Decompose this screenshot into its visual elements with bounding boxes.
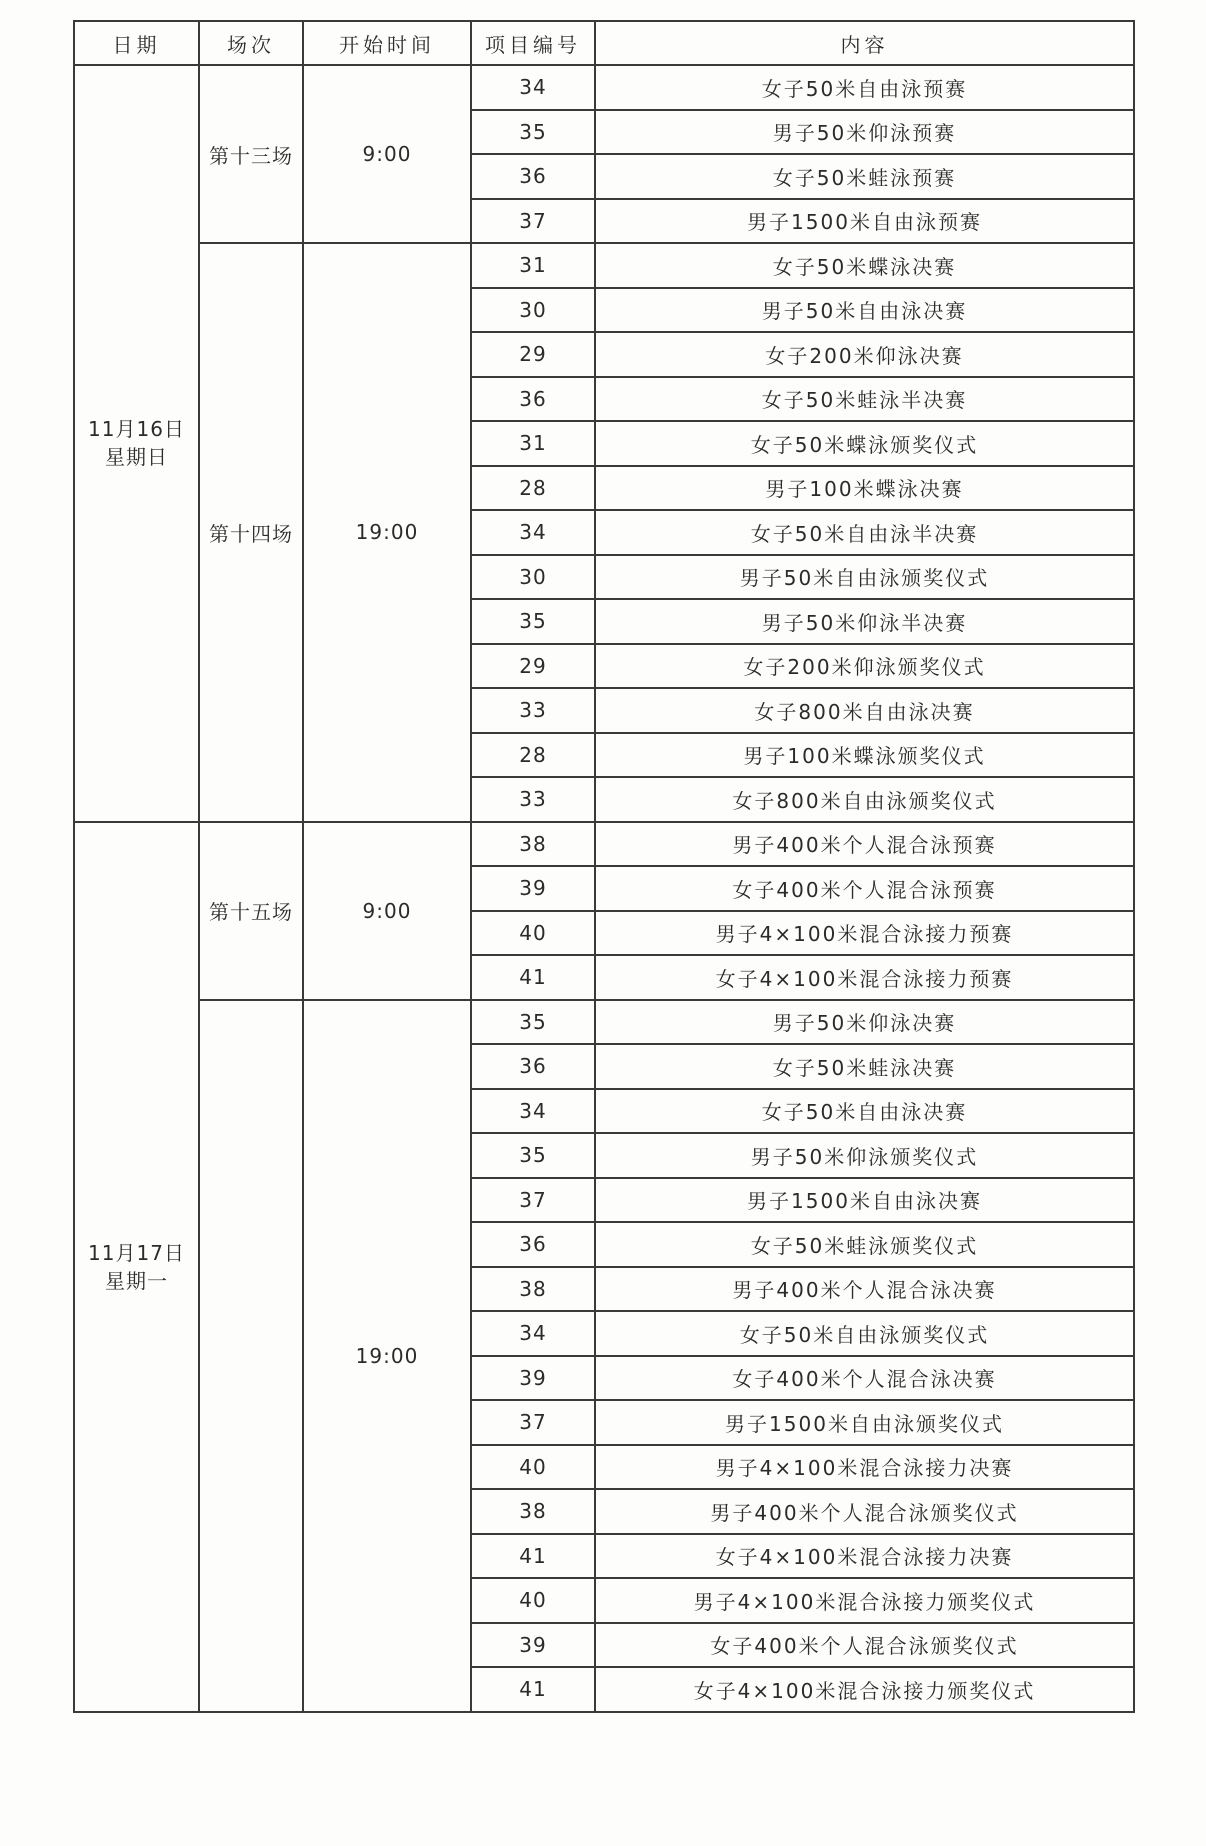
event-content-cell: 女子50米蛙泳半决赛: [595, 377, 1134, 422]
event-number-cell: 39: [471, 1623, 595, 1668]
date-cell: [74, 65, 199, 822]
date-label: 11月16日: [88, 417, 185, 442]
event-content-cell: 女子400米个人混合泳颁奖仪式: [595, 1623, 1134, 1668]
event-content-cell: 男子4×100米混合泳接力决赛: [595, 1445, 1134, 1490]
session-cell: 第十五场: [199, 822, 303, 1000]
event-content-cell: 男子1500米自由泳颁奖仪式: [595, 1400, 1134, 1445]
schedule-table: [73, 20, 1135, 1713]
event-number-cell: 39: [471, 866, 595, 911]
event-number-cell: 33: [471, 777, 595, 822]
event-number-cell: 36: [471, 1222, 595, 1267]
header-row: [74, 21, 1134, 65]
event-content-cell: 男子1500米自由泳决赛: [595, 1178, 1134, 1223]
event-content-cell: 女子50米自由泳颁奖仪式: [595, 1311, 1134, 1356]
table-row: [74, 822, 1134, 867]
event-content-cell: 男子50米自由泳颁奖仪式: [595, 555, 1134, 600]
date-cell: [74, 822, 199, 1712]
event-number-cell: 41: [471, 1534, 595, 1579]
event-number-cell: 31: [471, 243, 595, 288]
start-time-cell: 19:00: [303, 243, 471, 822]
event-content-cell: 男子1500米自由泳预赛: [595, 199, 1134, 244]
event-content-cell: 女子4×100米混合泳接力预赛: [595, 955, 1134, 1000]
event-content-cell: 女子50米蝶泳决赛: [595, 243, 1134, 288]
event-number-cell: 35: [471, 110, 595, 155]
start-time-cell: 9:00: [303, 65, 471, 243]
weekday-label: 星期日: [105, 445, 168, 470]
start-time-cell: 9:00: [303, 822, 471, 1000]
event-content-cell: 女子50米蛙泳颁奖仪式: [595, 1222, 1134, 1267]
header-start-time: 开始时间: [303, 21, 471, 65]
event-number-cell: 28: [471, 733, 595, 778]
event-number-cell: 35: [471, 599, 595, 644]
event-content-cell: 男子50米仰泳决赛: [595, 1000, 1134, 1045]
session-cell: [199, 1000, 303, 1712]
event-number-cell: 36: [471, 154, 595, 199]
event-content-cell: 男子50米仰泳颁奖仪式: [595, 1133, 1134, 1178]
event-number-cell: 35: [471, 1000, 595, 1045]
event-number-cell: 40: [471, 1445, 595, 1490]
event-content-cell: 女子50米蝶泳颁奖仪式: [595, 421, 1134, 466]
event-number-cell: 41: [471, 1667, 595, 1712]
event-content-cell: 男子50米仰泳半决赛: [595, 599, 1134, 644]
table-row: [74, 243, 1134, 288]
event-number-cell: 41: [471, 955, 595, 1000]
event-number-cell: 34: [471, 1089, 595, 1134]
event-number-cell: 38: [471, 822, 595, 867]
event-number-cell: 30: [471, 555, 595, 600]
event-content-cell: 女子800米自由泳决赛: [595, 688, 1134, 733]
event-content-cell: 女子50米自由泳决赛: [595, 1089, 1134, 1134]
event-number-cell: 37: [471, 199, 595, 244]
event-number-cell: 36: [471, 1044, 595, 1089]
event-content-cell: 女子200米仰泳决赛: [595, 332, 1134, 377]
event-number-cell: 39: [471, 1356, 595, 1401]
event-number-cell: 40: [471, 911, 595, 956]
start-time-cell: 19:00: [303, 1000, 471, 1712]
event-content-cell: 男子50米仰泳预赛: [595, 110, 1134, 155]
event-number-cell: 37: [471, 1400, 595, 1445]
event-content-cell: 女子400米个人混合泳决赛: [595, 1356, 1134, 1401]
event-number-cell: 34: [471, 510, 595, 555]
event-number-cell: 30: [471, 288, 595, 333]
date-label: 11月17日: [88, 1240, 185, 1265]
event-number-cell: 36: [471, 377, 595, 422]
event-content-cell: 男子4×100米混合泳接力颁奖仪式: [595, 1578, 1134, 1623]
header-date: 日期: [74, 21, 199, 65]
event-content-cell: 女子50米自由泳半决赛: [595, 510, 1134, 555]
header-session: 场次: [199, 21, 303, 65]
event-number-cell: 28: [471, 466, 595, 511]
event-content-cell: 男子50米自由泳决赛: [595, 288, 1134, 333]
event-content-cell: 女子400米个人混合泳预赛: [595, 866, 1134, 911]
event-content-cell: 女子50米蛙泳预赛: [595, 154, 1134, 199]
weekday-label: 星期一: [105, 1268, 168, 1293]
event-content-cell: 男子400米个人混合泳决赛: [595, 1267, 1134, 1312]
session-cell: 第十四场: [199, 243, 303, 822]
table-row: [74, 65, 1134, 110]
event-content-cell: 男子400米个人混合泳颁奖仪式: [595, 1489, 1134, 1534]
session-cell: 第十三场: [199, 65, 303, 243]
event-content-cell: 女子4×100米混合泳接力颁奖仪式: [595, 1667, 1134, 1712]
header-event-number: 项目编号: [471, 21, 595, 65]
event-number-cell: 33: [471, 688, 595, 733]
table-row: [74, 1000, 1134, 1045]
event-number-cell: 31: [471, 421, 595, 466]
event-content-cell: 女子50米蛙泳决赛: [595, 1044, 1134, 1089]
event-content-cell: 男子400米个人混合泳预赛: [595, 822, 1134, 867]
event-number-cell: 29: [471, 644, 595, 689]
event-content-cell: 女子4×100米混合泳接力决赛: [595, 1534, 1134, 1579]
schedule-body: [74, 65, 1134, 1712]
event-number-cell: 29: [471, 332, 595, 377]
header-content: 内容: [595, 21, 1134, 65]
event-number-cell: 37: [471, 1178, 595, 1223]
event-number-cell: 40: [471, 1578, 595, 1623]
event-content-cell: 男子100米蝶泳决赛: [595, 466, 1134, 511]
event-content-cell: 女子800米自由泳颁奖仪式: [595, 777, 1134, 822]
event-number-cell: 34: [471, 1311, 595, 1356]
event-number-cell: 34: [471, 65, 595, 110]
event-content-cell: 女子50米自由泳预赛: [595, 65, 1134, 110]
event-content-cell: 男子4×100米混合泳接力预赛: [595, 911, 1134, 956]
event-number-cell: 38: [471, 1267, 595, 1312]
event-number-cell: 38: [471, 1489, 595, 1534]
event-content-cell: 男子100米蝶泳颁奖仪式: [595, 733, 1134, 778]
event-content-cell: 女子200米仰泳颁奖仪式: [595, 644, 1134, 689]
event-number-cell: 35: [471, 1133, 595, 1178]
